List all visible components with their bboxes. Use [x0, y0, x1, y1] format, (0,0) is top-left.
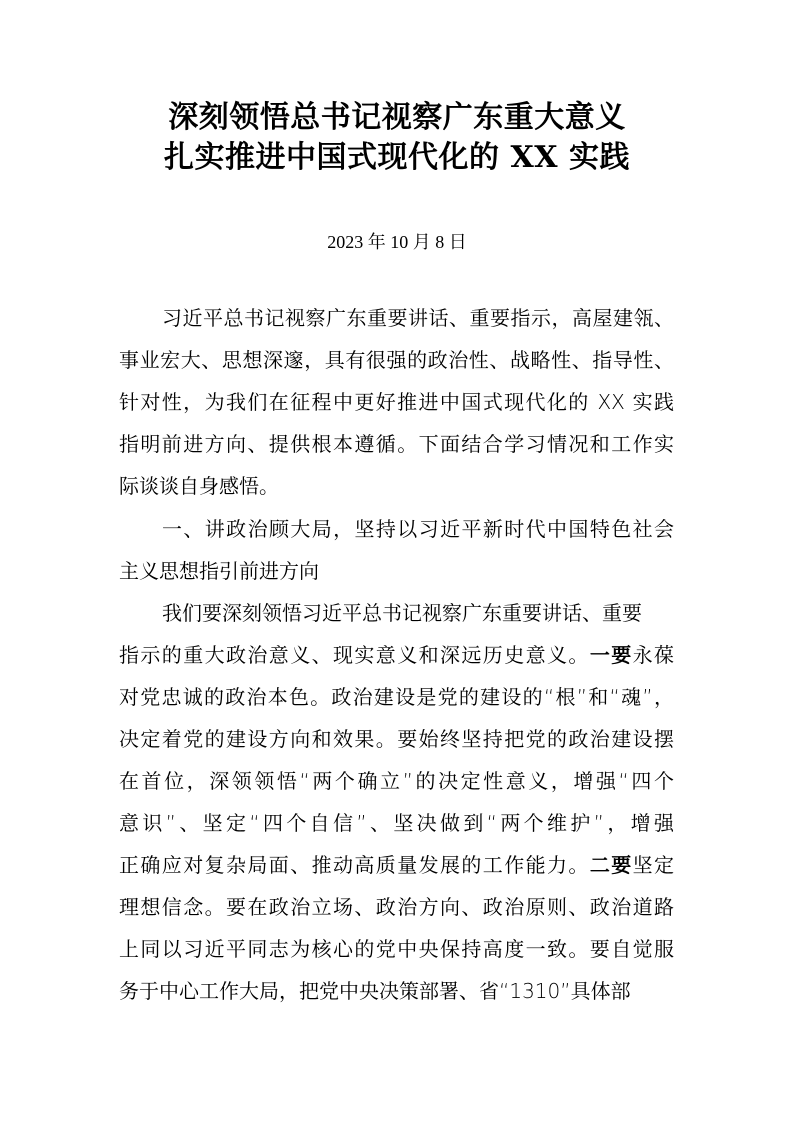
paragraph-line: 际谈谈自身感悟。 [119, 474, 279, 498]
document-date: 2023 年 10 月 8 日 [327, 232, 467, 252]
section-heading-line: 一、讲政治顾大局，坚持以习近平新时代中国特色社会 [162, 517, 674, 541]
paragraph-line: 意识”、坚定“四个自信”、坚决做到“两个维护”，增强 [119, 811, 674, 835]
paragraph-line: 我们要深刻领悟习近平总书记视察广东重要讲话、重要 [162, 601, 642, 625]
bold-emphasis: 二要 [589, 853, 633, 877]
paragraph-line: 事业宏大、思想深邃，具有很强的政治性、战略性、指导性、 [119, 348, 674, 372]
paragraph-line: 指明前进方向、提供根本遵循。下面结合学习情况和工作实 [119, 432, 674, 456]
document-title-line-2: 扎实推进中国式现代化的 XX 实践 [164, 140, 630, 175]
paragraph-line: 理想信念。要在政治立场、政治方向、政治原则、政治道路 [119, 895, 674, 919]
text: 正确应对复杂局面、推动高质量发展的工作能力。 [119, 853, 590, 877]
paragraph-line: 针对性，为我们在征程中更好推进中国式现代化的 XX 实践 [119, 390, 674, 414]
paragraph-line: 在首位，深领领悟“两个确立”的决定性意义，增强“四个 [119, 769, 674, 793]
paragraph-line: 务于中心工作大局，把党中央决策部署、省“1310”具体部 [119, 979, 631, 1003]
paragraph-line: 决定着党的建设方向和效果。要始终坚持把党的政治建设摆 [119, 727, 674, 751]
paragraph-line: 习近平总书记视察广东重要讲话、重要指示，高屋建瓴、 [162, 306, 674, 330]
paragraph-line: 上同以习近平同志为核心的党中央保持高度一致。要自觉服 [119, 937, 674, 961]
document-title-line-1: 深刻领悟总书记视察广东重大意义 [168, 100, 626, 135]
text: 永葆 [632, 643, 675, 667]
paragraph-line: 对党忠诚的政治本色。政治建设是党的建设的“根”和“魂”， [119, 685, 674, 709]
paragraph-line [119, 850, 674, 880]
text: 坚定 [632, 853, 675, 877]
paragraph-line [119, 640, 674, 670]
bold-emphasis: 一要 [589, 643, 633, 667]
section-heading-line: 主义思想指引前进方向 [119, 559, 319, 583]
text: 指示的重大政治意义、现实意义和深远历史意义。 [119, 643, 590, 667]
